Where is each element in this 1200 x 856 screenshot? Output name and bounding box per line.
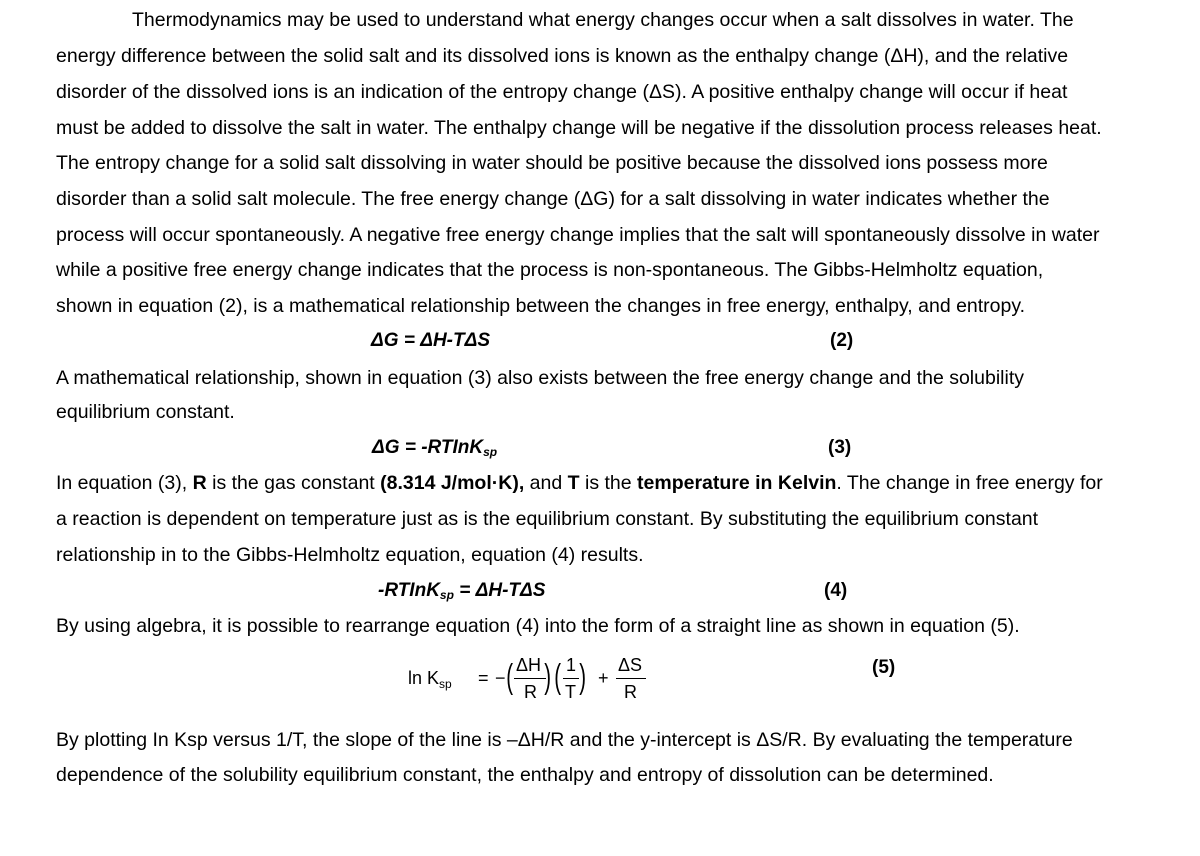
p3-text: and bbox=[524, 472, 568, 494]
paragraph-1-line-1: Thermodynamics may be used to understand what energy changes occur when a salt dissolves in water. The bbox=[132, 9, 1074, 31]
temperature-symbol: T bbox=[567, 472, 580, 494]
p3-text: is the gas constant bbox=[206, 472, 381, 494]
eq5-right-paren-2: ) bbox=[579, 658, 587, 696]
equation-3-number: (3) bbox=[828, 437, 852, 458]
equation-5-number: (5) bbox=[872, 657, 896, 678]
paragraph-1-line-3: disorder of the dissolved ions is an indication of the entropy change (ΔS). A positive enthalpy change will occur if heat bbox=[56, 81, 1068, 103]
eq5-lhs bbox=[408, 668, 452, 694]
equation-4-right: = ΔH-TΔS bbox=[453, 580, 546, 601]
paragraph-4: By using algebra, it is possible to rearrange equation (4) into the form of a straight line as shown in equation (5). bbox=[56, 615, 1020, 637]
paragraph-5-line-1: By plotting In Ksp versus 1/T, the slope of the line is –ΔH/R and the y-intercept is ΔS/R. By evaluating the temperature bbox=[56, 729, 1073, 751]
paragraph-1-line-6: disorder than a solid salt molecule. The free energy change (ΔG) for a salt dissolving in water indicates whether the bbox=[56, 188, 1050, 210]
eq5-fraction-bar-3 bbox=[616, 678, 646, 679]
p3-text: In equation (3), bbox=[56, 472, 193, 494]
paragraph-3-line-1 bbox=[56, 471, 1103, 495]
equation-4-number: (4) bbox=[824, 580, 848, 601]
eq5-t: T bbox=[565, 682, 576, 702]
eq5-right-paren-1: ) bbox=[544, 658, 552, 696]
gas-constant-value: (8.314 J/mol·K), bbox=[380, 472, 525, 494]
eq5-delta-h: ΔH bbox=[516, 655, 542, 675]
paragraph-1-line-8: while a positive free energy change indicates that the process is non-spontaneous. The Gibbs-Helmholtz equation, bbox=[56, 259, 1044, 281]
eq5-minus: − bbox=[495, 668, 506, 688]
eq5-plus: + bbox=[598, 668, 609, 688]
paragraph-1-line-7: process will occur spontaneously. A negative free energy change implies that the salt will spontaneously dissolve in water bbox=[56, 224, 1100, 246]
paragraph-1-line-4: must be added to dissolve the salt in water. The enthalpy change will be negative if the dissolution process releases heat. bbox=[56, 117, 1102, 139]
p3-text: . The change in free energy for bbox=[836, 472, 1103, 494]
equation-3-main: ΔG = -RTInK bbox=[372, 437, 484, 458]
equation-2-number: (2) bbox=[830, 330, 854, 351]
eq5-left-paren-1: ( bbox=[506, 658, 514, 696]
paragraph-3-line-3: relationship in to the Gibbs-Helmholtz equation, equation (4) results. bbox=[56, 544, 644, 566]
equation-3-subscript: sp bbox=[483, 445, 498, 459]
paragraph-2-line-1: A mathematical relationship, shown in equation (3) also exists between the free energy change and the solubility bbox=[56, 367, 1024, 389]
equation-4-left: -RTInK bbox=[378, 580, 440, 601]
paragraph-3-line-2: a reaction is dependent on temperature just as is the equilibrium constant. By substituting the equilibrium constant bbox=[56, 508, 1039, 530]
gas-constant-symbol: R bbox=[192, 472, 207, 494]
eq5-r-denominator-1: R bbox=[524, 682, 537, 702]
paragraph-1-line-2: energy difference between the solid salt and its dissolved ions is known as the enthalpy change (ΔH), and the relative bbox=[56, 45, 1069, 67]
equation-3 bbox=[372, 436, 497, 464]
p3-text: is the bbox=[579, 472, 638, 494]
equation-5 bbox=[406, 652, 676, 710]
eq5-equals: = bbox=[478, 668, 489, 688]
eq5-one: 1 bbox=[566, 655, 577, 675]
eq5-delta-s: ΔS bbox=[618, 655, 643, 675]
eq5-fraction-bar-2 bbox=[563, 678, 579, 679]
eq5-lhs-text: ln K bbox=[408, 668, 440, 688]
eq5-fraction-bar-1 bbox=[514, 678, 546, 679]
eq5-lhs-subscript: sp bbox=[439, 677, 452, 691]
eq5-left-paren-2: ( bbox=[554, 658, 562, 696]
paragraph-5-line-2: dependence of the solubility equilibrium constant, the enthalpy and entropy of dissolution can be determined. bbox=[56, 764, 994, 786]
equation-4-subscript: sp bbox=[439, 588, 454, 602]
paragraph-1-line-5: The entropy change for a solid salt dissolving in water should be positive because the dissolved ions possess more bbox=[56, 152, 1048, 174]
equation-2: ΔG = ΔH-TΔS bbox=[371, 330, 491, 351]
paragraph-2-line-2: equilibrium constant. bbox=[56, 401, 235, 423]
equation-4 bbox=[378, 579, 545, 607]
paragraph-1-line-9: shown in equation (2), is a mathematical relationship between the changes in free energy, enthalpy, and entropy. bbox=[56, 295, 1026, 317]
eq5-r-denominator-2: R bbox=[624, 682, 637, 702]
temperature-definition: temperature in Kelvin bbox=[637, 472, 837, 494]
